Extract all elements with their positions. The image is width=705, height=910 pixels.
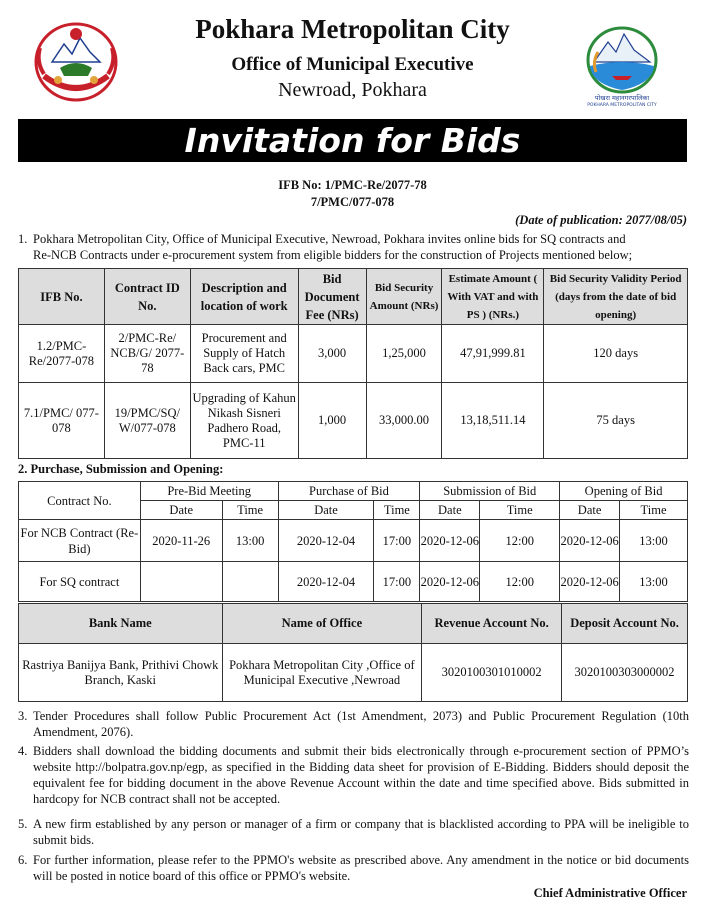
section-2-title: 2. Purchase, Submission and Opening: [18, 462, 224, 476]
table-cell: 2020-12-06 [420, 562, 480, 602]
paragraph-text: Re-NCB Contracts under e-procurement system from eligible bidders for the construction of Projects mentioned below; [33, 248, 633, 262]
table-cell: 17:00 [374, 520, 420, 562]
table-row [19, 383, 688, 459]
table-cell: 12:00 [480, 562, 560, 602]
paragraph-3 [18, 708, 689, 740]
table-cell: 2020-12-06 [420, 520, 480, 562]
paragraph-4 [18, 743, 689, 807]
logo-english-text: POKHARA METROPOLITAN CITY [587, 103, 657, 106]
table-cell: 3020100303000002 [562, 644, 688, 702]
paragraph-number: 1. [18, 232, 28, 246]
col-header: Bid Security Amount (NRs) [366, 269, 442, 325]
table-header-row [19, 604, 688, 644]
table-cell: 12:00 [480, 520, 560, 562]
table-cell: 1.2/PMC-Re/2077-078 [19, 325, 105, 383]
table-cell: 2/PMC-Re/ NCB/G/ 2077-78 [104, 325, 190, 383]
bank-account-table [18, 603, 688, 702]
paragraph-text: A new firm established by any person or manager of a firm or company that is blacklisted according to PPA will be ineligible to submit bids. [33, 817, 689, 847]
col-header: Description and location of work [190, 269, 298, 325]
table-cell: 2020-11-26 [140, 520, 222, 562]
paragraph-5 [18, 816, 689, 848]
table-cell: 19/PMC/SQ/ W/077-078 [104, 383, 190, 459]
date-header: Date [278, 501, 374, 520]
time-header: Time [222, 501, 278, 520]
table-cell: 13,18,511.14 [442, 383, 544, 459]
table-header-row [19, 269, 688, 325]
table-cell: 120 days [544, 325, 688, 383]
time-header: Time [374, 501, 420, 520]
invitation-banner: Invitation for Bids [18, 119, 687, 162]
table-cell: 7.1/PMC/ 077-078 [19, 383, 105, 459]
logo-nepali-text: पोखरा महानगरपालिका [594, 94, 650, 102]
table-cell: 2020-12-04 [278, 520, 374, 562]
col-header: Name of Office [222, 604, 422, 644]
table-cell: Pokhara Metropolitan City ,Office of Municipal Executive ,Newroad [222, 644, 422, 702]
paragraph-number: 5. [18, 817, 28, 831]
date-header: Date [560, 501, 620, 520]
table-row [19, 325, 688, 383]
col-header: Contract ID No. [104, 269, 190, 325]
table-cell: 3,000 [298, 325, 366, 383]
table-cell: 1,25,000 [366, 325, 442, 383]
table-cell [140, 562, 222, 602]
table-cell: Upgrading of Kahun Nikash Sisneri Padhero Road, PMC-11 [190, 383, 298, 459]
date-header: Date [140, 501, 222, 520]
paragraph-1 [18, 231, 689, 263]
paragraph-text: Pokhara Metropolitan City, Office of Municipal Executive, Newroad, Pokhara invites online bids for SQ contracts and [33, 232, 626, 246]
table-row [19, 562, 688, 602]
schedule-group-header-row [19, 482, 688, 501]
table-row [19, 644, 688, 702]
paragraph-text: Tender Procedures shall follow Public Procurement Act (1st Amendment, 2073) and Public Procurement Regulation (10th Amendment, 2076). [33, 709, 689, 739]
time-header: Time [480, 501, 560, 520]
table-cell: 2020-12-06 [560, 520, 620, 562]
table-cell: 1,000 [298, 383, 366, 459]
table-cell: For SQ contract [19, 562, 141, 602]
pre-bid-header: Pre-Bid Meeting [140, 482, 278, 501]
publication-date: (Date of publication: 2077/08/05) [515, 213, 687, 227]
col-header: IFB No. [19, 269, 105, 325]
table-cell: 17:00 [374, 562, 420, 602]
table-cell: 13:00 [620, 520, 688, 562]
table-cell [222, 562, 278, 602]
contract-no-header: Contract No. [19, 482, 141, 520]
address: Newroad, Pokhara [278, 79, 427, 101]
paragraph-number: 6. [18, 853, 28, 867]
paragraph-number: 3. [18, 709, 28, 723]
table-cell: 3020100301010002 [422, 644, 562, 702]
office-name: Office of Municipal Executive [231, 54, 474, 75]
table-cell: 75 days [544, 383, 688, 459]
col-header: Revenue Account No. [422, 604, 562, 644]
opening-header: Opening of Bid [560, 482, 688, 501]
col-header: Deposit Account No. [562, 604, 688, 644]
table-row [19, 520, 688, 562]
time-header: Time [620, 501, 688, 520]
table-cell: Rastriya Banijya Bank, Prithivi Chowk Branch, Kaski [19, 644, 223, 702]
table-cell: 2020-12-04 [278, 562, 374, 602]
table-cell: 2020-12-06 [560, 562, 620, 602]
page-header [0, 0, 705, 118]
table-cell: Procurement and Supply of Hatch Back cars, PMC [190, 325, 298, 383]
table-cell: 47,91,999.81 [442, 325, 544, 383]
projects-table [18, 268, 688, 459]
table-cell: 33,000.00 [366, 383, 442, 459]
submission-header: Submission of Bid [420, 482, 560, 501]
purchase-header: Purchase of Bid [278, 482, 420, 501]
signature-title: Chief Administrative Officer [533, 886, 687, 900]
paragraph-6 [18, 852, 689, 884]
paragraph-text: Bidders shall download the bidding documents and submit their bids electronically through e-procurement section of PPMO’s website http://bolpatra.gov.np/egp, as specified in the Bidding data sheet for provision of E-Bidding. Bidders should deposit the equivalent fee for bidding document in the above Revenue Account within the date and time specified above. Bids submitted in hardcopy for NCB contract shall not be accepted. [33, 744, 689, 806]
city-name: Pokhara Metropolitan City [195, 14, 510, 44]
table-cell: For NCB Contract (Re-Bid) [19, 520, 141, 562]
col-header: Bid Document Fee (NRs) [298, 269, 366, 325]
pokhara-city-logo-icon [578, 22, 666, 106]
col-header: Bank Name [19, 604, 223, 644]
paragraph-text: For further information, please refer to the PPMO's website as prescribed above. Any amendment in the notice or bid documents will be posted in notice board of this office or PPMO's website. [33, 853, 689, 883]
ifb-number-line2: 7/PMC/077-078 [310, 195, 395, 209]
table-cell: 13:00 [620, 562, 688, 602]
schedule-table [18, 481, 688, 602]
col-header: Estimate Amount ( With VAT and with PS ) (NRs.) [442, 269, 544, 325]
table-cell: 13:00 [222, 520, 278, 562]
col-header: Bid Security Validity Period (days from the date of bid opening) [544, 269, 688, 325]
paragraph-number: 4. [18, 744, 28, 758]
date-header: Date [420, 501, 480, 520]
ifb-number-line1: IFB No: 1/PMC-Re/2077-78 [278, 178, 427, 192]
